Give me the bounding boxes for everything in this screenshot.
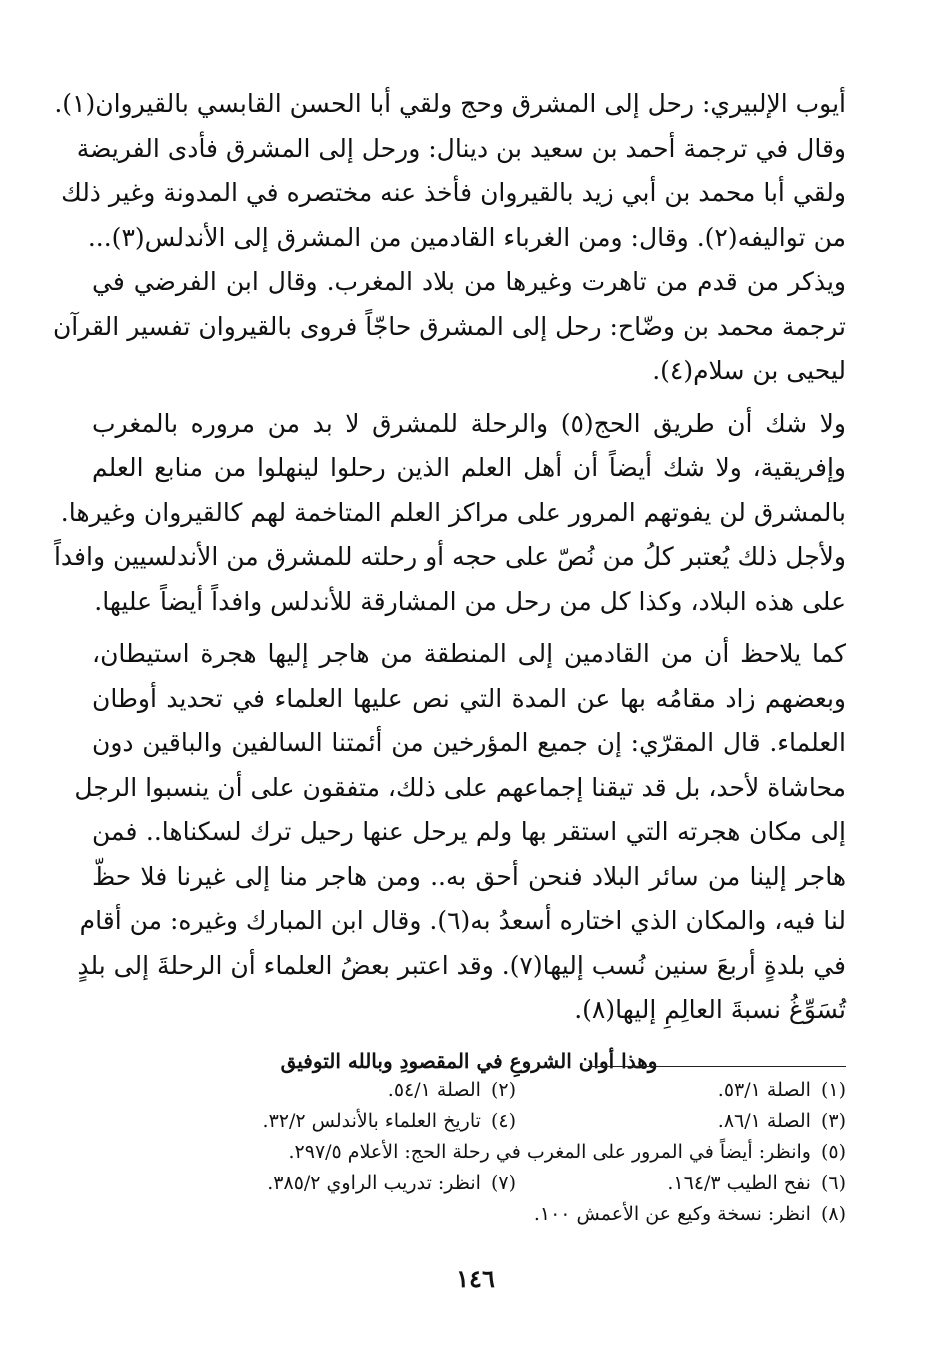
footnote-text: الصلة ٥٤/١.	[387, 1079, 481, 1101]
footnote	[516, 1075, 846, 1106]
footnote	[126, 1137, 846, 1168]
footnote-row	[126, 1168, 846, 1199]
footnote	[516, 1168, 846, 1199]
text-line: بالمشرق لن يفوتهم المرور على مراكز العلم المتاخمة لهم كالقيروان وغيرها.	[60, 497, 846, 527]
footnote-divider	[588, 1066, 846, 1067]
footnote	[516, 1106, 846, 1137]
text-line: ترجمة محمد بن وضّاح: رحل إلى المشرق حاجّاً فروى بالقيروان تفسير القرآن	[52, 311, 846, 341]
text-line: ولا شك أن طريق الحج(٥) والرحلة للمشرق لا بد من مروره بالمغرب	[92, 408, 847, 438]
footnote-text: وانظر: أيضاً في المرور على المغرب في رحلة الحج: الأعلام ٢٩٧/٥.	[288, 1141, 811, 1163]
footnote	[126, 1199, 846, 1230]
text-line: ولقي أبا محمد بن أبي زيد بالقيروان فأخذ عنه مختصره في المدونة وغير ذلك	[61, 178, 846, 207]
closing-line: وهذا أوان الشروعِ في المقصودِ وبالله التوفيق	[280, 1048, 658, 1073]
text-line: العلماء. قال المقرّي: إن جميع المؤرخين من أئمتنا السالفين والباقين دون	[92, 728, 846, 757]
footnote-row	[126, 1075, 846, 1106]
text-line: وإفريقية، ولا شك أيضاً أن أهل العلم الذين رحلوا لينهلوا من منابع العلم	[92, 453, 846, 482]
footnote-row	[126, 1199, 846, 1230]
paragraph-3	[74, 632, 846, 1033]
text-line: ولأجل ذلك يُعتبر كلُ من نُصّ على حجه أو رحلته للمشرق من الأندلسيين وافداً	[53, 542, 846, 571]
footnote-number: (٨)	[820, 1203, 846, 1225]
text-line: هاجر إلينا من سائر البلاد فنحن أحق به.. ومن هاجر منا إلى غيرنا فلا حظّ	[92, 861, 846, 891]
text-line: ليحيى بن سلام(٤).	[652, 356, 846, 385]
text-line: وقال في ترجمة أحمد بن سعيد بن دينال: ورحل إلى المشرق فأدى الفريضة	[76, 133, 846, 163]
text-line: أيوب الإلبيري: رحل إلى المشرق وحج ولقي أبا الحسن القابسي بالقيروان(١).	[54, 89, 846, 118]
text-line: في بلدةٍ أربعَ سنين نُسب إليها(٧). وقد اعتبر بعضُ العلماء أن الرحلةَ إلى بلدٍ	[77, 950, 846, 980]
text-line: من تواليفه(٢). وقال: ومن الغرباء القادمين من المشرق إلى الأندلس(٣)...	[87, 222, 846, 252]
text-line: محاشاة لأحد، بل قد تيقنا إجماعهم على ذلك، متفقون على أن ينسبوا الرجل	[74, 772, 846, 802]
footnote-text: انظر: تدريب الراوي ٣٨٥/٢.	[267, 1172, 481, 1194]
footnote-row	[126, 1137, 846, 1168]
text-line: تُسَوِّغُ نسبةَ العالِمِ إليها(٨).	[574, 995, 846, 1024]
footnote-text: الصلة ٨٦/١.	[717, 1110, 811, 1132]
text-line: على هذه البلاد، وكذا كل من رحل من المشارقة للأندلس وافداً أيضاً عليها.	[94, 586, 846, 616]
footnote-number: (٣)	[820, 1110, 846, 1132]
paragraph-1	[52, 82, 846, 394]
footnote-text: نفح الطيب ١٦٤/٣.	[667, 1172, 811, 1194]
footnote	[186, 1106, 516, 1137]
text-line: إلى مكان هجرته التي استقر بها ولم يرحل عنها رحيل ترك لسكناها.. فمن	[92, 817, 846, 846]
text-line: ويذكر من قدم من تاهرت وغيرها من بلاد المغرب. وقال ابن الفرضي في	[92, 267, 846, 296]
footnote-number: (٥)	[820, 1141, 846, 1163]
footnote-number: (١)	[820, 1079, 846, 1101]
page-number: ١٤٦	[456, 1264, 495, 1293]
footnote-text: الصلة ٥٣/١.	[717, 1079, 811, 1101]
text-line: وبعضهم زاد مقامُه بها عن المدة التي نص عليها العلماء في تحديد أوطان	[92, 683, 846, 713]
footnotes	[126, 1075, 846, 1230]
footnote-text: تاريخ العلماء بالأندلس ٣٢/٢.	[262, 1110, 481, 1132]
footnote-number: (٤)	[490, 1110, 516, 1132]
text-line: لنا فيه، والمكان الذي اختاره أسعدُ به(٦). وقال ابن المبارك وغيره: من أقام	[79, 906, 846, 935]
footnote	[186, 1075, 516, 1106]
page-body	[52, 82, 847, 1081]
footnote-number: (٢)	[490, 1079, 516, 1101]
paragraph-2	[53, 402, 847, 625]
footnote-number: (٧)	[490, 1172, 516, 1194]
footnote-number: (٦)	[820, 1172, 846, 1194]
text-line: كما يلاحظ أن من القادمين إلى المنطقة من هاجر إليها هجرة استيطان،	[92, 639, 846, 668]
footnote-row	[126, 1106, 846, 1137]
footnote-text: انظر: نسخة وكيع عن الأعمش ١٠٠.	[533, 1203, 811, 1225]
footnote	[186, 1168, 516, 1199]
